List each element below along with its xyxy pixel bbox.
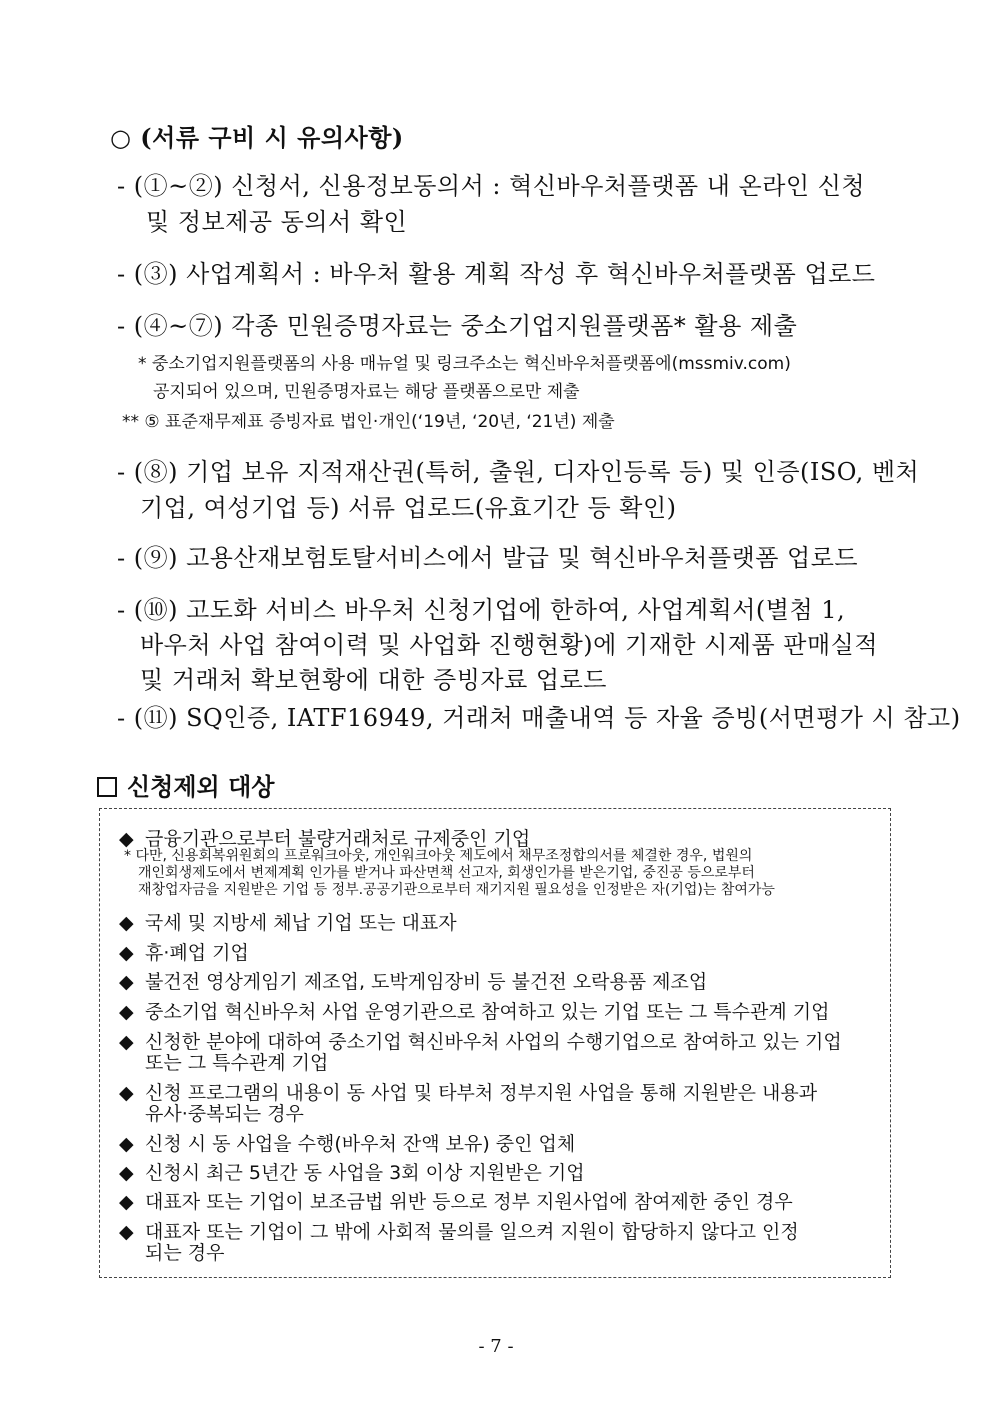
exclusion-item: [119, 1187, 793, 1214]
note-item-7: - (⑪) SQ인증, IATF16949, 거래처 매출내역 등 자율 증빙(서면평가 시 참고): [117, 704, 961, 732]
exclusion-item: [119, 1158, 585, 1185]
note-item-6-cont2: 및 거래처 확보현황에 대한 증빙자료 업로드: [140, 666, 607, 694]
exclusion-item-cont: 되는 경우: [145, 1242, 225, 1264]
diamond-bullet-icon: ◆: [119, 1001, 134, 1023]
exclusion-item: [119, 824, 530, 851]
exclusion-item-text: 대표자 또는 기업이 보조금법 위반 등으로 정부 지원사업에 참여제한 중인 경우: [145, 1191, 793, 1213]
exclusion-item-text: 신청한 분야에 대하여 중소기업 혁신바우처 사업의 수행기업으로 참여하고 있는 기업: [145, 1031, 842, 1053]
exclusion-item-text: 금융기관으로부터 불량거래처로 규제중인 기업: [145, 828, 531, 850]
note-item-5: - (⑨) 고용산재보험토탈서비스에서 발급 및 혁신바우처플랫폼 업로드: [117, 544, 859, 572]
exclusion-item-text: 신청 시 동 사업을 수행(바우처 잔액 보유) 중인 업체: [145, 1133, 576, 1155]
exclusion-note-line: * 다만, 신용회복위원회의 프로워크아웃, 개인워크아웃 제도에서 채무조정합의서를 체결한 경우, 법원의: [124, 848, 753, 864]
exclusion-item: [119, 938, 249, 965]
exclusion-note-line: 재창업자금을 지원받은 기업 등 정부.공공기관으로부터 재기지원 필요성을 인정받은 자(기업)는 참여가능: [138, 882, 775, 898]
diamond-bullet-icon: ◆: [119, 1191, 134, 1213]
note-item-1-cont: 및 정보제공 동의서 확인: [146, 208, 408, 236]
diamond-bullet-icon: ◆: [119, 1082, 134, 1104]
exclusion-item-text: 국세 및 지방세 체납 기업 또는 대표자: [145, 912, 457, 934]
note-item-3-sub2: ** ⑤ 표준재무제표 증빙자료 법인·개인(‘19년, ‘20년, ‘21년) 제출: [122, 412, 615, 432]
exclusion-item: [119, 967, 707, 994]
exclusion-item-text: 신청 프로그램의 내용이 동 사업 및 타부처 정부지원 사업을 통해 지원받은 내용과: [145, 1082, 818, 1104]
note-item-6-cont1: 바우처 사업 참여이력 및 사업화 진행현황)에 기재한 시제품 판매실적: [140, 631, 879, 659]
diamond-bullet-icon: ◆: [119, 1031, 134, 1053]
diamond-bullet-icon: ◆: [119, 828, 134, 850]
checkbox-square-icon: [97, 777, 117, 797]
exclusion-title: 신청제외 대상: [127, 773, 275, 801]
exclusion-item-cont: 유사·중복되는 경우: [145, 1103, 304, 1125]
exclusion-item: [119, 908, 457, 935]
diamond-bullet-icon: ◆: [119, 942, 134, 964]
exclusion-item: [119, 1129, 575, 1156]
diamond-bullet-icon: ◆: [119, 912, 134, 934]
exclusion-item-cont: 또는 그 특수관계 기업: [145, 1052, 329, 1074]
exclusion-item-text: 대표자 또는 기업이 그 밖에 사회적 물의를 일으켜 지원이 합당하지 않다고 인정: [145, 1221, 799, 1243]
note-item-1: - (①~②) 신청서, 신용정보동의서 : 혁신바우처플랫폼 내 온라인 신청: [117, 172, 866, 200]
note-item-4: - (⑧) 기업 보유 지적재산권(특허, 출원, 디자인등록 등) 및 인증(ISO, 벤처: [117, 458, 920, 486]
note-item-2: - (③) 사업계획서 : 바우처 활용 계획 작성 후 혁신바우처플랫폼 업로드: [117, 260, 876, 288]
exclusion-item: [119, 997, 829, 1024]
note-item-3-sub1: * 중소기업지원플랫폼의 사용 매뉴얼 및 링크주소는 혁신바우처플랫폼에(mssmiv.com): [138, 354, 791, 374]
diamond-bullet-icon: ◆: [119, 1133, 134, 1155]
exclusion-item-text: 신청시 최근 5년간 동 사업을 3회 이상 지원받은 기업: [145, 1162, 585, 1184]
page-number: - 7 -: [478, 1336, 514, 1357]
notes-heading: ○ (서류 구비 시 유의사항): [110, 123, 404, 152]
note-item-3: - (④~⑦) 각종 민원증명자료는 중소기업지원플랫폼* 활용 제출: [117, 312, 798, 340]
diamond-bullet-icon: ◆: [119, 971, 134, 993]
diamond-bullet-icon: ◆: [119, 1221, 134, 1243]
exclusion-item-text: 불건전 영상게임기 제조업, 도박게임장비 등 불건전 오락용품 제조업: [145, 971, 708, 993]
note-item-6: - (⑩) 고도화 서비스 바우처 신청기업에 한하여, 사업계획서(별첨 1,: [117, 596, 846, 624]
note-item-3-sub1-cont: 공지되어 있으며, 민원증명자료는 해당 플랫폼으로만 제출: [153, 382, 580, 402]
exclusion-item-text: 휴·폐업 기업: [145, 942, 249, 964]
exclusion-heading: [97, 767, 274, 802]
exclusion-note-line: 개인회생제도에서 변제계획 인가를 받거나 파산면책 선고자, 회생인가를 받은기업, 중진공 등으로부터: [138, 865, 755, 881]
note-item-4-cont: 기업, 여성기업 등) 서류 업로드(유효기간 등 확인): [140, 494, 677, 522]
diamond-bullet-icon: ◆: [119, 1162, 134, 1184]
exclusion-item-text: 중소기업 혁신바우처 사업 운영기관으로 참여하고 있는 기업 또는 그 특수관계 기업: [145, 1001, 830, 1023]
